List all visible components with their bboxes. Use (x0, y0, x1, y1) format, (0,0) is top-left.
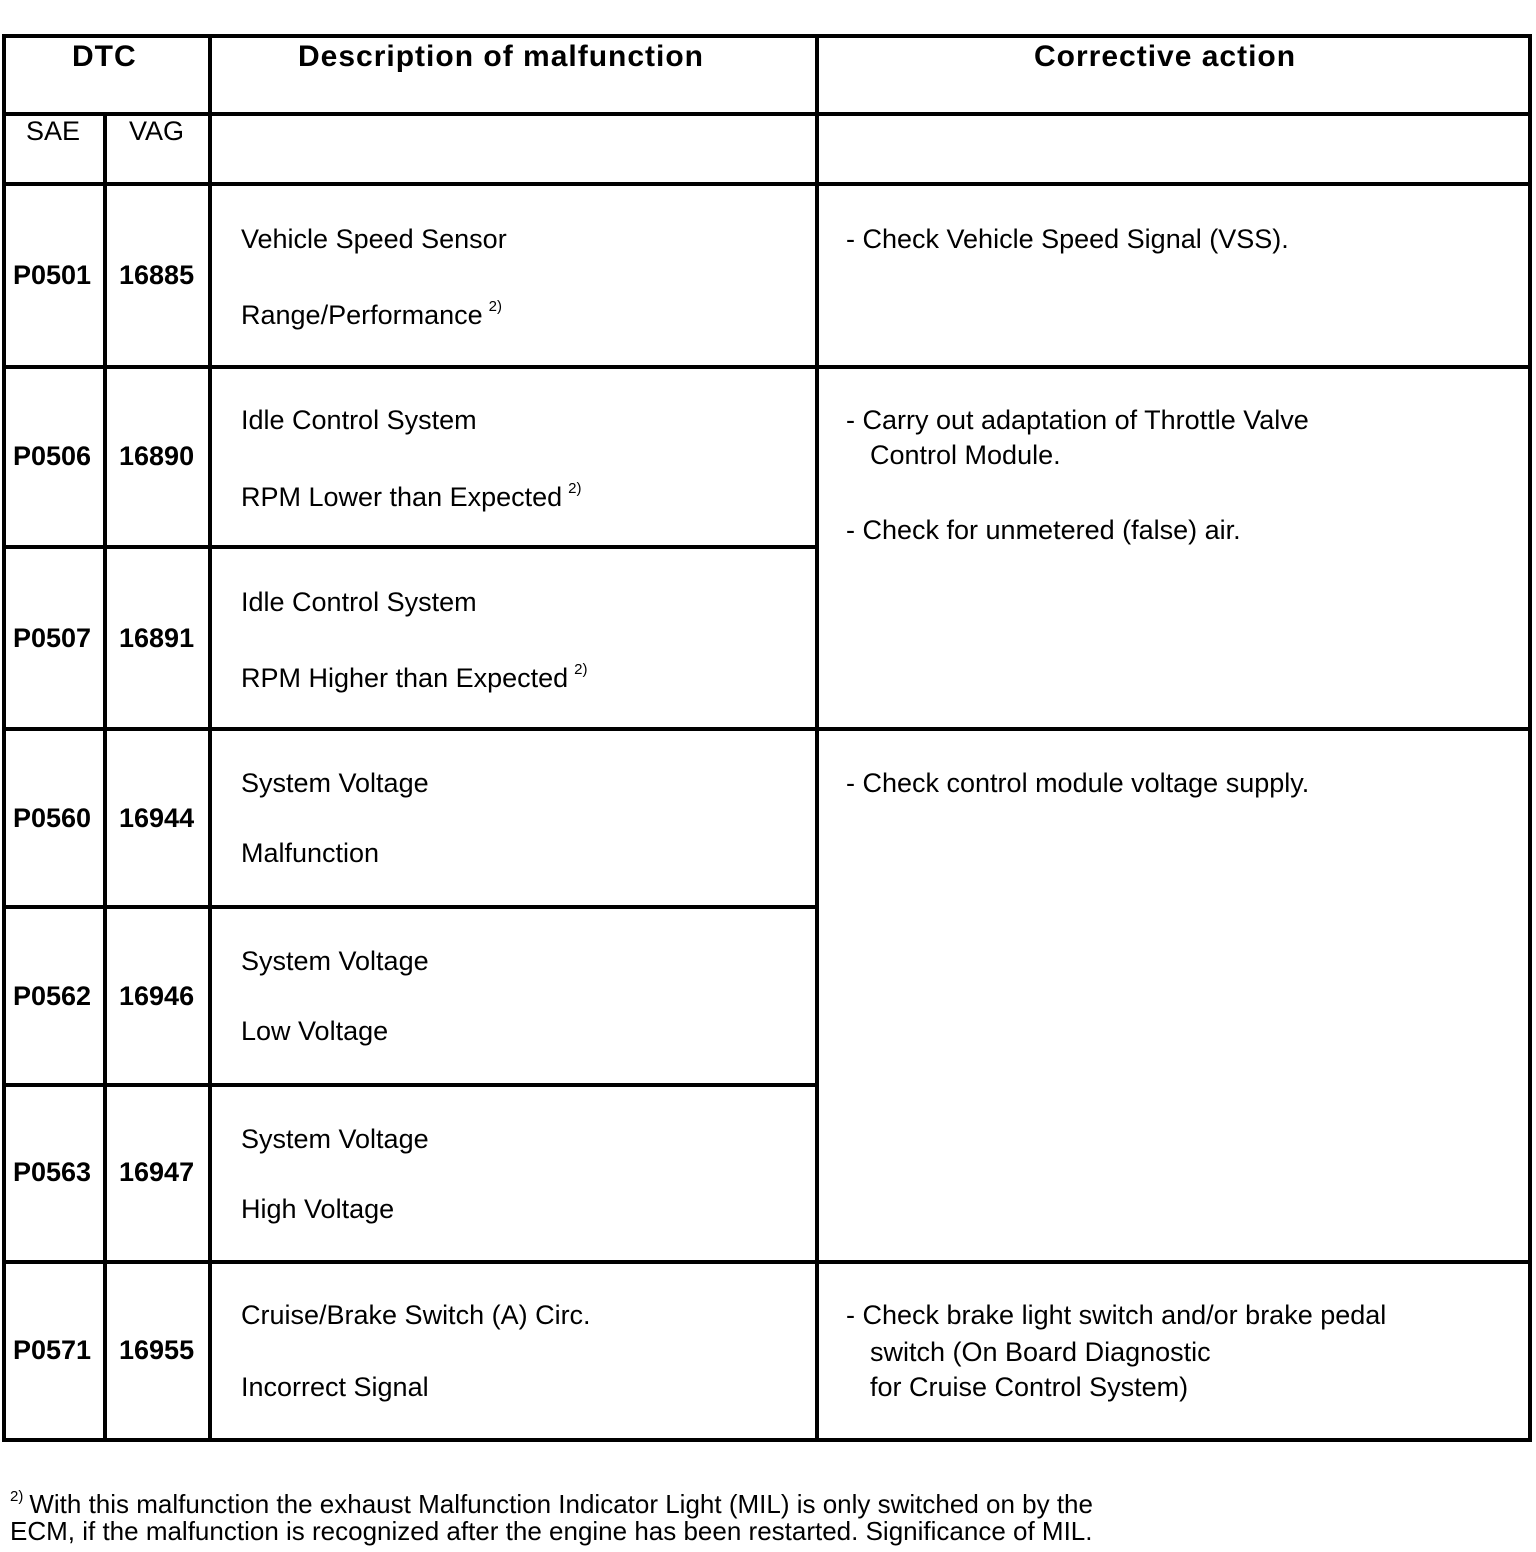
table-border-left (2, 34, 6, 1442)
sae-code: P0560 (13, 803, 92, 833)
description-line-2: High Voltage (241, 1194, 395, 1224)
table-border-top (2, 34, 1532, 38)
row-divider (2, 365, 1532, 369)
corrective-action-voltage: - Check control module voltage supply. (846, 768, 1310, 798)
header-divider (2, 112, 1532, 116)
row-divider (2, 545, 815, 549)
row-divider (2, 905, 815, 909)
sae-code: P0562 (13, 981, 92, 1011)
corrective-action-throttle: - Carry out adaptation of Throttle Valve (846, 405, 1309, 435)
header-vag: VAG (129, 116, 185, 146)
corrective-action-throttle-cont: Control Module. (870, 440, 1061, 470)
table-border-right (1528, 34, 1532, 1442)
header-sae: SAE (26, 116, 81, 146)
sae-code: P0506 (13, 441, 92, 471)
desc-action-divider (815, 34, 819, 1442)
footnote-line-2: ECM, if the malfunction is recognized after the engine has been restarted. Significance of MIL. (10, 1516, 1093, 1546)
dtc-desc-divider (208, 34, 212, 1442)
description-line-2: RPM Higher than Expected $^{2)}$ (241, 661, 588, 693)
description-line-1: System Voltage (241, 768, 429, 798)
header-corrective: Corrective action (1034, 40, 1297, 73)
description-line-2: RPM Lower than Expected $^{2)}$ (241, 480, 582, 512)
vag-code: 16890 (119, 441, 195, 471)
footnote-line-1: $^{2)}$ With this malfunction the exhaust Malfunction Indicator Light (MIL) is only switched on by the (10, 1488, 1093, 1519)
header-description: Description of malfunction (298, 40, 705, 73)
description-line-2: Incorrect Signal (241, 1372, 429, 1402)
corrective-action-vss: - Check Vehicle Speed Signal (VSS). (846, 224, 1289, 254)
description-line-1: System Voltage (241, 1124, 429, 1154)
footnote-mark: 2) (10, 1488, 24, 1505)
row-divider (2, 727, 1532, 731)
vag-code: 16947 (119, 1157, 195, 1187)
sae-code: P0507 (13, 623, 92, 653)
sae-code: P0501 (13, 260, 92, 290)
corrective-action-brake: - Check brake light switch and/or brake pedal (846, 1300, 1387, 1330)
corrective-action-air: - Check for unmetered (false) air. (846, 515, 1241, 545)
vag-code: 16946 (119, 981, 195, 1011)
corrective-action-brake-cont: for Cruise Control System) (870, 1372, 1189, 1402)
description-line-2: Low Voltage (241, 1016, 389, 1046)
vag-code: 16891 (119, 623, 195, 653)
description-line-1: Idle Control System (241, 405, 477, 435)
description-line-1: Idle Control System (241, 587, 477, 617)
sae-code: P0563 (13, 1157, 92, 1187)
vag-code: 16955 (119, 1335, 195, 1365)
description-line-2: Range/Performance $^{2)}$ (241, 298, 502, 330)
table-border-bottom (2, 1438, 1532, 1442)
row-divider (2, 1260, 1532, 1264)
footnote-ref: 2) (488, 298, 502, 315)
header-dtc: DTC (72, 40, 137, 73)
corrective-action-brake-cont: switch (On Board Diagnostic (870, 1337, 1211, 1367)
description-line-2: Malfunction (241, 838, 380, 868)
footnote-ref: 2) (574, 661, 588, 678)
sae-code: P0571 (13, 1335, 92, 1365)
row-divider (2, 1083, 815, 1087)
description-line-1: Cruise/Brake Switch (A) Circ. (241, 1300, 591, 1330)
footnote-ref: 2) (568, 480, 582, 497)
description-line-1: Vehicle Speed Sensor (241, 224, 507, 254)
vag-code: 16885 (119, 260, 195, 290)
subheader-divider (2, 182, 1532, 186)
description-line-1: System Voltage (241, 946, 429, 976)
sae-vag-divider (103, 112, 107, 1442)
vag-code: 16944 (119, 803, 195, 833)
